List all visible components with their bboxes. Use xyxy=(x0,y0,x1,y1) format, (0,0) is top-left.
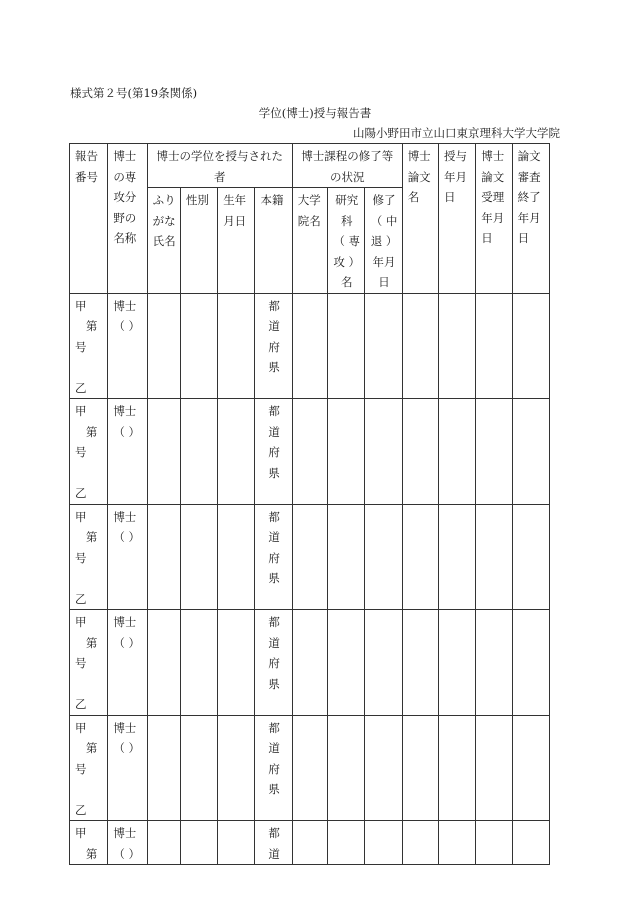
table-row xyxy=(70,610,550,716)
report-no-cell: 甲 第 号 乙 xyxy=(70,399,108,505)
domicile-cell: 都 道 xyxy=(255,821,292,865)
header-research-dept: 研究 科 （ 専 攻 ） 名 xyxy=(328,188,365,294)
sex-cell[interactable] xyxy=(180,610,217,716)
furigana-name-cell[interactable] xyxy=(147,504,180,610)
header-birth: 生年月日 xyxy=(218,188,255,294)
graduate-school-cell[interactable] xyxy=(292,504,327,610)
major-cell: 博士 （ ） xyxy=(108,821,147,865)
major-cell: 博士 （ ） xyxy=(108,715,147,821)
header-graduate-school: 大学院名 xyxy=(292,188,327,294)
thesis-received-cell[interactable] xyxy=(476,821,512,865)
award-date-cell[interactable] xyxy=(438,504,475,610)
header-recipient-group: 博士の学位を授与された者 xyxy=(147,144,292,188)
header-review-end: 論文審査終了年月日 xyxy=(512,144,549,294)
sex-cell[interactable] xyxy=(180,504,217,610)
header-course-group: 博士課程の修了等の状況 xyxy=(292,144,402,188)
birth-cell[interactable] xyxy=(218,715,255,821)
report-no-cell: 甲 第 号 乙 xyxy=(70,610,108,716)
report-table xyxy=(69,143,550,865)
domicile-cell: 都 道 府 県 xyxy=(255,504,292,610)
sex-cell[interactable] xyxy=(180,821,217,865)
sex-cell[interactable] xyxy=(180,715,217,821)
thesis-received-cell[interactable] xyxy=(476,715,512,821)
header-report-no: 報告番号 xyxy=(70,144,108,294)
domicile-cell: 都 道 府 県 xyxy=(255,715,292,821)
completion-cell[interactable] xyxy=(365,293,402,399)
completion-cell[interactable] xyxy=(365,610,402,716)
birth-cell[interactable] xyxy=(218,821,255,865)
research-dept-cell[interactable] xyxy=(328,504,365,610)
table-row xyxy=(70,821,550,865)
report-no-cell: 甲 第 号 乙 xyxy=(70,504,108,610)
major-cell: 博士 （ ） xyxy=(108,293,147,399)
furigana-name-cell[interactable] xyxy=(147,610,180,716)
domicile-cell: 都 道 府 県 xyxy=(255,293,292,399)
thesis-received-cell[interactable] xyxy=(476,610,512,716)
table-row xyxy=(70,715,550,821)
header-row-1 xyxy=(70,144,550,188)
research-dept-cell[interactable] xyxy=(328,610,365,716)
sex-cell[interactable] xyxy=(180,399,217,505)
table-row xyxy=(70,504,550,610)
completion-cell[interactable] xyxy=(365,715,402,821)
research-dept-cell[interactable] xyxy=(328,293,365,399)
completion-cell[interactable] xyxy=(365,399,402,505)
graduate-school-cell[interactable] xyxy=(292,293,327,399)
table-row xyxy=(70,293,550,399)
review-end-cell[interactable] xyxy=(512,821,549,865)
report-no-cell: 甲 第 号 乙 xyxy=(70,293,108,399)
report-no-cell: 甲 第 xyxy=(70,821,108,865)
table-row xyxy=(70,399,550,505)
graduate-school-cell[interactable] xyxy=(292,399,327,505)
furigana-name-cell[interactable] xyxy=(147,715,180,821)
research-dept-cell[interactable] xyxy=(328,821,365,865)
report-no-cell: 甲 第 号 乙 xyxy=(70,715,108,821)
review-end-cell[interactable] xyxy=(512,293,549,399)
research-dept-cell[interactable] xyxy=(328,715,365,821)
header-domicile: 本籍 xyxy=(255,188,292,294)
research-dept-cell[interactable] xyxy=(328,399,365,505)
thesis-received-cell[interactable] xyxy=(476,399,512,505)
domicile-cell: 都 道 府 県 xyxy=(255,399,292,505)
furigana-name-cell[interactable] xyxy=(147,821,180,865)
major-cell: 博士 （ ） xyxy=(108,399,147,505)
award-date-cell[interactable] xyxy=(438,610,475,716)
header-furigana-name: ふりがな氏名 xyxy=(147,188,180,294)
form-number: 様式第２号(第19条関係) xyxy=(70,86,198,100)
header-thesis-title: 博士論文名 xyxy=(402,144,438,294)
birth-cell[interactable] xyxy=(218,293,255,399)
thesis-title-cell[interactable] xyxy=(402,821,438,865)
review-end-cell[interactable] xyxy=(512,399,549,505)
award-date-cell[interactable] xyxy=(438,293,475,399)
thesis-received-cell[interactable] xyxy=(476,504,512,610)
graduate-school-cell[interactable] xyxy=(292,821,327,865)
birth-cell[interactable] xyxy=(218,399,255,505)
header-sex: 性別 xyxy=(180,188,217,294)
birth-cell[interactable] xyxy=(218,504,255,610)
thesis-title-cell[interactable] xyxy=(402,399,438,505)
furigana-name-cell[interactable] xyxy=(147,293,180,399)
thesis-title-cell[interactable] xyxy=(402,610,438,716)
thesis-title-cell[interactable] xyxy=(402,504,438,610)
document-title: 学位(博士)授与報告書 xyxy=(258,106,372,120)
domicile-cell: 都 道 府 県 xyxy=(255,610,292,716)
review-end-cell[interactable] xyxy=(512,504,549,610)
sex-cell[interactable] xyxy=(180,293,217,399)
thesis-title-cell[interactable] xyxy=(402,293,438,399)
furigana-name-cell[interactable] xyxy=(147,399,180,505)
birth-cell[interactable] xyxy=(218,610,255,716)
major-cell: 博士 （ ） xyxy=(108,504,147,610)
university-name: 山陽小野田市立山口東京理科大学大学院 xyxy=(353,126,560,140)
review-end-cell[interactable] xyxy=(512,610,549,716)
award-date-cell[interactable] xyxy=(438,399,475,505)
major-cell: 博士 （ ） xyxy=(108,610,147,716)
graduate-school-cell[interactable] xyxy=(292,610,327,716)
graduate-school-cell[interactable] xyxy=(292,715,327,821)
thesis-received-cell[interactable] xyxy=(476,293,512,399)
completion-cell[interactable] xyxy=(365,821,402,865)
award-date-cell[interactable] xyxy=(438,715,475,821)
award-date-cell[interactable] xyxy=(438,821,475,865)
review-end-cell[interactable] xyxy=(512,715,549,821)
header-thesis-received: 博士論文受理年月日 xyxy=(476,144,512,294)
header-completion-date: 修了 （ 中 退 ） 年月 日 xyxy=(365,188,402,294)
completion-cell[interactable] xyxy=(365,504,402,610)
header-major-name: 博士の専攻分野の名称 xyxy=(108,144,147,294)
thesis-title-cell[interactable] xyxy=(402,715,438,821)
header-award-date: 授与年月日 xyxy=(438,144,475,294)
